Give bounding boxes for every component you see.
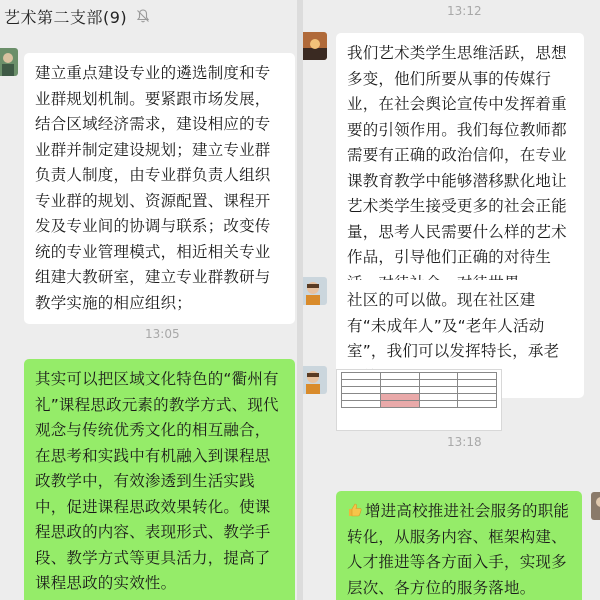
thumbnail-table-graphic	[341, 372, 497, 408]
chat-title: 艺术第二支部(9)	[4, 7, 128, 27]
member-avatar[interactable]	[303, 32, 327, 60]
timestamp: 13:12	[447, 4, 482, 18]
self-avatar[interactable]	[591, 492, 600, 520]
member-avatar[interactable]	[303, 277, 327, 305]
timestamp: 13:18	[447, 435, 482, 449]
right-chat-screenshot	[303, 0, 600, 600]
message-bubble[interactable]: 社区的可以做。现在社区建有“未成年人”及“老年人活动室”，我们可以发挥特长，承老	[336, 280, 584, 398]
image-message-thumbnail[interactable]	[336, 369, 502, 431]
avatar-child-icon	[303, 277, 327, 305]
message-bubble-self[interactable]	[336, 491, 582, 600]
thumbs-up-icon	[347, 502, 363, 518]
avatar-photo-icon	[591, 492, 600, 520]
chat-header	[0, 0, 151, 32]
member-avatar[interactable]	[303, 366, 327, 394]
message-bubble-self[interactable]: 其实可以把区域文化特色的“衢州有礼”课程思政元素的教学方式、现代观念与传统优秀文化的相互融合，在思考和实践中有机融入到课程思政教学中，有效渗透到生活实践中，促进课程思政效果转化。使课程思政的内容、表现形式、教学手段、教学方式等更具活力，提高了课程思政的实效性。	[24, 359, 295, 600]
left-chat-screenshot	[0, 0, 297, 600]
timestamp: 13:05	[145, 327, 180, 341]
avatar-photo-icon	[0, 48, 18, 76]
member-avatar[interactable]	[0, 48, 18, 76]
message-bubble[interactable]: 我们艺术类学生思维活跃，思想多变，他们所要从事的传媒行业，在社会舆论宣传中发挥着重要的引领作用。我们每位教师都需要有正确的政治信仰，在专业课教育教学中能够潜移默化地让艺术类学生接受更多的社会正能量，思考人民需要什么样的艺术作品，引导他们正确的对待生	[336, 33, 584, 304]
avatar-sunset-icon	[303, 32, 327, 60]
bell-muted-icon	[135, 8, 151, 24]
message-bubble[interactable]: 建立重点建设专业的遴选制度和专业群规划机制。要紧跟市场发展，结合区域经济需求，建设相应的专业群并制定建设规划；建立专业群负责人制度，由专业群负责人组织专业群的规划、资源配置、课程开发及专业间的协调与联系；改变传统的专业管理模式，相近相关专业组建大教研室，建立专业群教研与教学实施的相应组织；	[24, 53, 295, 324]
avatar-child-icon	[303, 366, 327, 394]
message-text: 增进高校推进社会服务的职能转化，从服务内容、框架构建、人才推进等各方面入手，实现多层次、各方位的服务落地。	[347, 502, 570, 597]
